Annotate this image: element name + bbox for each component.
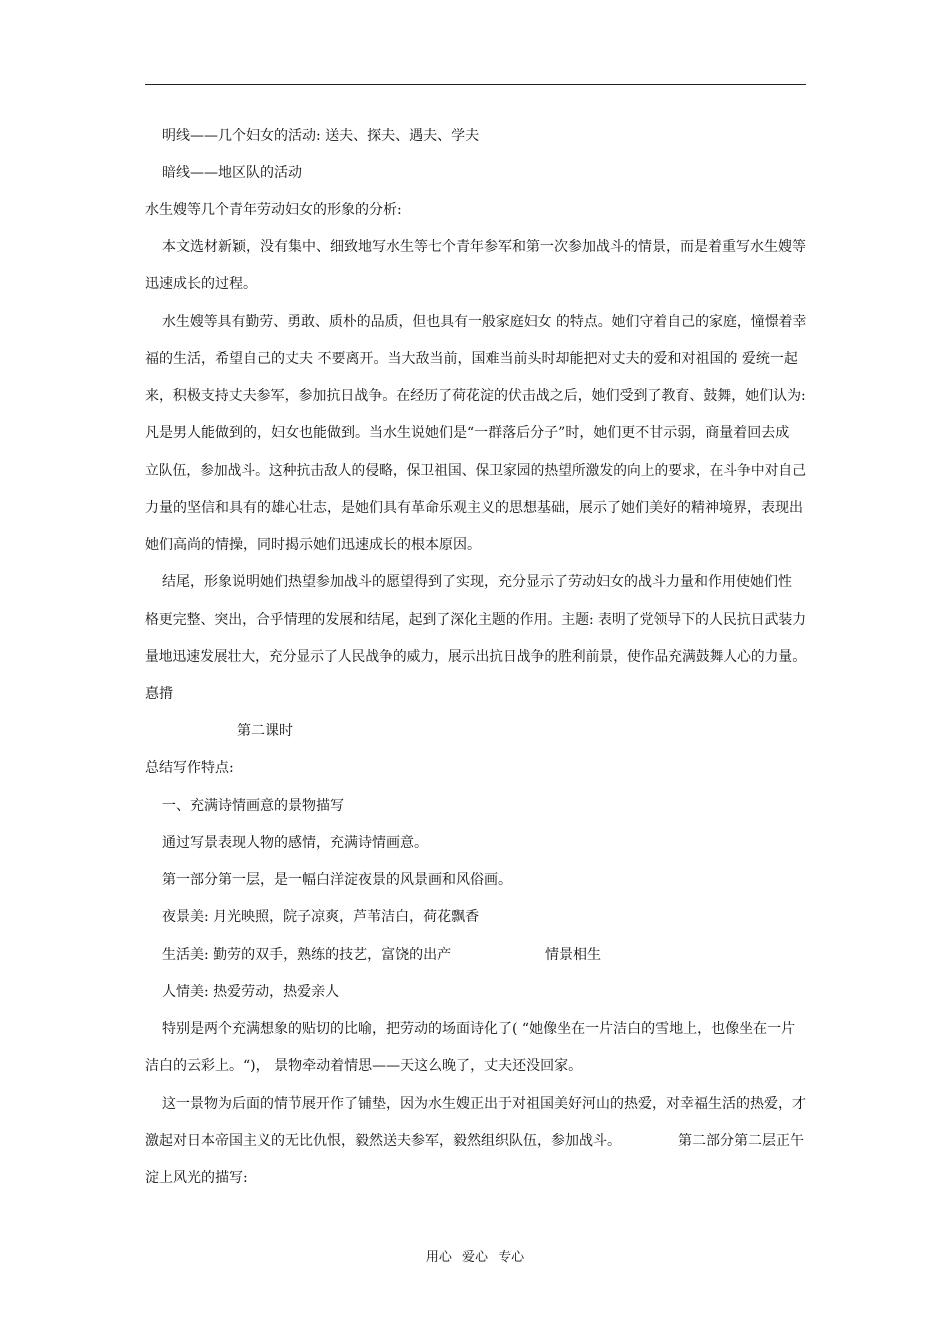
text-line: 这一景物为后面的情节展开作了铺垫，因为水生嫂正出于对祖国美好河山的热爱，对幸福生活的热爱，才 xyxy=(162,1096,806,1112)
text-line: 第二部分第二层正午 xyxy=(678,1133,804,1149)
text-line: 迅速成长的过程。 xyxy=(145,276,257,292)
subsection-heading: 一、充满诗情画意的景物描写 xyxy=(162,798,344,814)
text-line: 本文选材新颖，没有集中、细致地写水生等七个青年参军和第一次参加战斗的情景，而是着重写水生嫂等 xyxy=(162,239,806,255)
text-line: 洁白的云彩上。“)， 景物牵动着情思——天这么晚了，丈夫还没回家。 xyxy=(145,1058,583,1074)
text-line: 暗线——地区队的活动 xyxy=(162,165,302,181)
text-line: 激起对日本帝国主义的无比仇恨，毅然送夫参军，毅然组织队伍，参加战斗。 xyxy=(145,1133,621,1149)
lesson-title: 第二课时 xyxy=(237,723,293,739)
text-line: 人情美: 热爱劳动，热爱亲人 xyxy=(162,984,340,1000)
text-line: 第一部分第一层，是一幅白洋淀夜景的风景画和风俗画。 xyxy=(162,872,512,888)
text-line: 生活美: 勤劳的双手，熟练的技艺，富饶的出产 xyxy=(162,947,452,963)
text-line: 福的生活，希望自己的丈夫 不要离开。当大敌当前，国难当前头时却能把对丈夫的爱和对祖国的 爱统一起 xyxy=(145,351,798,367)
section-heading: 总结写作特点: xyxy=(145,760,234,776)
text-line: 凡是男人能做到的，妇女也能做到。当水生说她们是“一群落后分子”时，她们更不甘示弱，商量着回去成 xyxy=(145,425,790,441)
text-line: 明线——几个妇女的活动: 送夫、探夫、遇夫、学夫 xyxy=(162,128,480,144)
text-line: 通过写景表现人物的感情，充满诗情画意。 xyxy=(162,835,428,851)
text-line: 来，积极支持丈夫参军，参加抗日战争。在经历了荷花淀的伏击战之后，她们受到了教育、鼓舞，她们认为: xyxy=(145,388,806,404)
header-rule xyxy=(145,84,806,85)
page-footer: 用心 爱心 专心 xyxy=(425,1250,525,1265)
text-line: 量地迅速发展壮大，充分显示了人民战争的威力，展示出抗日战争的胜利前景，使作品充满鼓舞人心的力量。 xyxy=(145,649,806,665)
side-note: 情景相生 xyxy=(545,947,601,963)
text-line: 她们高尚的情操，同时揭示她们迅速成长的根本原因。 xyxy=(145,537,481,553)
section-heading: 水生嫂等几个青年劳动妇女的形象的分析: xyxy=(145,202,402,218)
text-line: 夜景美: 月光映照，院子凉爽，芦苇洁白，荷花飘香 xyxy=(162,909,480,925)
text-line: 特别是两个充满想象的贴切的比喻，把劳动的场面诗化了( “她像坐在一片洁白的雪地上，也像坐在一片 xyxy=(162,1021,796,1037)
text-line: 格更完整、突出，合乎情理的发展和结尾，起到了深化主题的作用。主题: 表明了党领导下的人民抗日武装力 xyxy=(145,612,807,628)
text-line: 水生嫂等具有勤劳、勇敢、质朴的品质，但也具有一般家庭妇女 的特点。她们守着自己的家庭，憧憬着幸 xyxy=(162,314,807,330)
text-line: 结尾，形象说明她们热望参加战斗的愿望得到了实现，充分显示了劳动妇女的战斗力量和作用使她们性 xyxy=(162,574,792,590)
text-line: 力量的坚信和具有的雄心壮志，是她们具有革命乐观主义的思想基础，展示了她们美好的精神境界，表现出 xyxy=(145,500,803,516)
text-line: 惪揹 xyxy=(145,686,173,702)
text-line: 立队伍，参加战斗。这种抗击敌人的侵略，保卫祖国、保卫家园的热望所激发的向上的要求，在斗争中对自己 xyxy=(145,463,806,479)
text-line: 淀上风光的描写: xyxy=(145,1170,248,1186)
